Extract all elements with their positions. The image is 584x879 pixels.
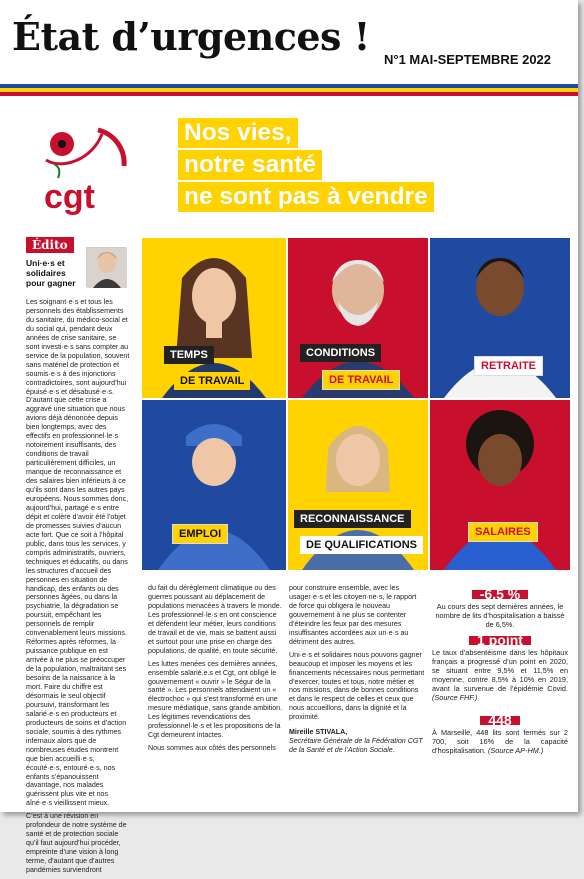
headline-line: ne sont pas à vendre [178, 182, 434, 212]
edito-tag: Édito [26, 237, 74, 253]
paragraph: C’est à une révision en profondeur de notre système de santé et de protection sociale qu’il faut aujourd’hui procéder, empreinte d’une vision à long terme, d’autant que d’autres pandémies surviendront [26, 812, 127, 875]
panel-label: EMPLOI [172, 524, 228, 544]
stat-source: (Source AP-HM.) [487, 746, 544, 755]
panel-conditions-de-travail [288, 238, 428, 398]
author-photo [86, 247, 126, 287]
edito-column-2 [148, 584, 283, 757]
red-stripe [0, 92, 578, 96]
issue-label: N°1 MAI-SEPTEMBRE 2022 [384, 52, 552, 67]
page-title: État d’urgences ! [12, 14, 370, 59]
stat-beds [432, 586, 568, 629]
stat-tag: 448 [480, 716, 519, 725]
panel-label: DE TRAVAIL [322, 370, 400, 390]
headline-line: notre santé [178, 150, 322, 180]
paragraph: Les soignant·e·s et tous les personnels des établissements du sanitaire, du médico-social et du social qui, pendant deux années de crise sanitaire, se sont investi·e·s sans compter au service de la population, souvent sans matériel de protection et soumis·e·s à des injonctions contradictoires, sont aujourd’hui épuisé·e·s et désabusé·e·s. D’autant que cette crise a aggravé une situation que nous avions déjà dénoncée depuis bien longtemps, avec des effectifs en professionnel·le·s notoirement insuffisants, des conditions de travail particulièrement difficiles, un manque de reconnaissance et des salaires bien inférieurs à ce qu’ils sont dans les autres pays européens. Nous sommes donc, aujourd’hui, partagé·e·s entre dépit et colère d’avoir été l’objet de promesses suivies d’aucun acte fort. Que ce soit à l’hôpital public, dans tous les services, y compris administratifs, ouvriers, techniques et éducatifs, ou dans les structures d’accueil des personnes en situation de handicap, des enfants ou des personnes âgées, ou dans la psychiatrie, la dégradation se poursuit, empêchant les personnels de remplir convenablement leurs missions. Réformes après réformes, la puissance publique en est arrivée à ne plus se préoccuper de la population, maltraitant ses besoins de la naissance à la mort. Faire du chiffre est désormais le seul objectif poursuivi, transformant les salarié·e·s en producteurs et producteurs de soins et d’action sociale, soumis à des rythmes infernaux alors que de nombreuses études montrent que bien accueilli·e·s, écouté·e·s, entouré·e·s, nos enfants s’épanouissent davantage, nos malades guérissent plus vite et nos aîné·e·s vieillissent mieux. [26, 298, 130, 808]
panel-label: DE QUALIFICATIONS [300, 536, 423, 554]
stat-tag: -6,5 % [472, 590, 528, 599]
headline-line: Nos vies, [178, 118, 298, 148]
paragraph: Nous sommes aux côtés des personnels [148, 744, 276, 753]
headline [178, 118, 434, 214]
stat-absenteeism [432, 632, 568, 702]
edito-column-3 [289, 584, 425, 755]
panel-label: RETRAITE [474, 356, 543, 376]
panel-emploi [142, 400, 286, 570]
panel-label: DE TRAVAIL [174, 372, 250, 390]
panel-label: RECONNAISSANCE [294, 510, 411, 528]
panel-label: TEMPS [164, 346, 214, 364]
signature-name: Mireille STIVALA, [289, 728, 348, 737]
panel-salaires [430, 400, 570, 570]
stat-text: Au cours des sept dernières années, le nombre de lits d’hospitalisation a baissé de 6,5%. [435, 602, 565, 629]
stat-source: (Source FHF.) [432, 693, 478, 702]
logo-wordmark: cgt [44, 178, 95, 216]
panel-temps-de-travail [142, 238, 286, 398]
panel-reconnaissance [288, 400, 428, 570]
paragraph: Uni·e·s et solidaires nous pouvons gagner beaucoup et imposer les moyens et les financements nécessaires nous permettant d’exercer, toutes et tous, notre métier et nos missions, dans de bonnes conditions et dans le respect de celles et ceux que nous accueillons, dans la dignité et la proximité. [289, 650, 425, 722]
stat-text: À Marseille, 448 lits sont fermés sur 2 700, soit 16% de la capacité d’hospitalisation. (Source AP-HM.) [432, 728, 568, 755]
stat-marseille [432, 712, 568, 755]
stat-tag: 1 point [469, 636, 531, 645]
paragraph: pour construire ensemble, avec les usager·e·s et les citoyen·ne·s, le rapport de force qui obligera le nouveau gouvernement à ne plus se contenter d’éteindre les feux par des mesures insuffisantes accordées aux un·e·s au détriment des autres. [289, 584, 417, 646]
edito-subtitle: Uni·e·s et solidaires pour gagner [26, 258, 76, 288]
panel-label: CONDITIONS [300, 344, 381, 362]
edito-column-1 [26, 298, 130, 879]
stat-text: Le taux d’absentéisme dans les hôpitaux français a progressé d’un point en 2020, se situant entre 9,5% et 11,5% en moyenne, contre 8,5% à 10% en 2019, avant la survenue de l’épidémie Covid. (Source FHF.) [432, 648, 568, 702]
paragraph: du fait du dérèglement climatique ou des guerres poussant au déplacement de populations menacées à travers le monde. Les professionnel·le·s en ont conscience et défendent leur métier, leurs conditions de travail et de vie, mais se battent aussi et surtout pour une prise en charge des populations, de qualité, en toute sécurité. [148, 584, 282, 655]
cgt-logo [32, 120, 128, 216]
paragraph: Les luttes menées ces dernières années, ensemble salarié.e.s et Cgt, ont obligé le gouvernement « ouvrir » le Ségur de la santé ». Les personnels attendaient un « électrochoc » qui s’est transformé en une mesure médiatique, sans grande ambition. Les légitimes revendications des professionnel·le·s et les propositions de la Cgt demeurent intactes. [148, 659, 283, 740]
panel-label: SALAIRES [468, 522, 538, 542]
signature-title: Secrétaire Générale de la Fédération CGT de la Santé et de l’Action Sociale. [289, 737, 423, 755]
panel-retraite [430, 238, 570, 398]
